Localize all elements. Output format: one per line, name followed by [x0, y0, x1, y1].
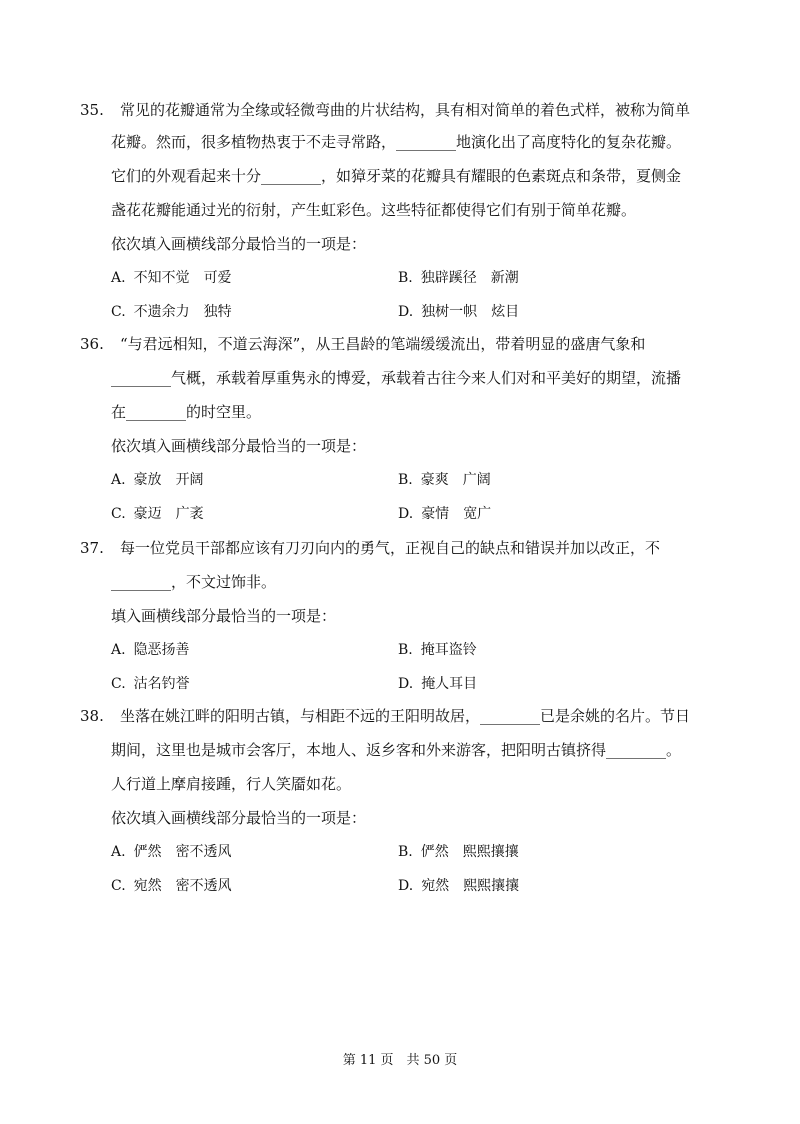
question-line: 花瓣。然而，很多植物热衷于不走寻常路，________地演化出了高度特化的复杂花瓣。 [111, 133, 682, 151]
option-c[interactable]: C. 沽名钓誉 [111, 676, 190, 692]
question-prompt: 依次填入画横线部分最恰当的一项是： [111, 809, 367, 827]
option-d[interactable]: D. 豪情 宽广 [398, 506, 492, 522]
fill-blank: ________ [480, 707, 541, 725]
option-c[interactable]: C. 豪迈 广袤 [111, 506, 204, 522]
option-c[interactable]: C. 宛然 密不透风 [111, 878, 232, 894]
question-number: 36. [80, 335, 104, 353]
option-b[interactable]: B. 掩耳盗铃 [398, 642, 477, 658]
option-a[interactable]: A. 俨然 密不透风 [111, 844, 232, 860]
question-number: 37. [80, 539, 104, 557]
question-line: 37. 每一位党员干部都应该有刀刃向内的勇气，正视自己的缺点和错误并加以改正，不 [80, 539, 661, 557]
fill-blank: ________ [111, 369, 171, 387]
option-c[interactable]: C. 不遗余力 独特 [111, 304, 232, 320]
option-a[interactable]: A. 豪放 开阔 [111, 472, 204, 488]
fill-blank: ________ [606, 741, 667, 759]
option-b[interactable]: B. 豪爽 广阔 [398, 472, 491, 488]
option-d[interactable]: D. 掩人耳目 [398, 676, 478, 692]
option-d[interactable]: D. 独树一帜 炫目 [398, 304, 520, 320]
option-a[interactable]: A. 隐恶扬善 [111, 642, 190, 658]
fill-blank: ________ [126, 403, 187, 421]
question-line: 在________的时空里。 [111, 403, 262, 421]
question-prompt: 依次填入画横线部分最恰当的一项是： [111, 235, 367, 253]
option-a[interactable]: A. 不知不觉 可爱 [111, 270, 232, 286]
fill-blank: ________ [261, 167, 322, 185]
question-prompt: 填入画横线部分最恰当的一项是： [111, 607, 337, 625]
page-number-footer: 第 11 页 共 50 页 [342, 1053, 458, 1068]
fill-blank: ________ [396, 133, 457, 151]
option-d[interactable]: D. 宛然 熙熙攘攘 [398, 878, 520, 894]
question-number: 35. [80, 101, 104, 119]
fill-blank: ________ [111, 573, 171, 591]
option-b[interactable]: B. 俨然 熙熙攘攘 [398, 844, 519, 860]
question-line: 38. 坐落在姚江畔的阳明古镇，与相距不远的王阳明故居，________已是余姚的名片。节日 [80, 707, 691, 725]
option-b[interactable]: B. 独辟蹊径 新潮 [398, 270, 519, 286]
question-number: 38. [80, 707, 104, 725]
question-line: 人行道上摩肩接踵，行人笑靥如花。 [111, 775, 352, 793]
question-prompt: 依次填入画横线部分最恰当的一项是： [111, 437, 367, 455]
question-line: 35. 常见的花瓣通常为全缘或轻微弯曲的片状结构，具有相对简单的着色式样，被称为简单 [80, 101, 691, 119]
question-line: ________气概，承载着厚重隽永的博爱，承载着古往今来人们对和平美好的期望，流播 [111, 369, 682, 387]
question-line: 36. “与君远相知，不道云海深”，从王昌龄的笔端缓缓流出，带着明显的盛唐气象和 [80, 335, 646, 353]
question-line: 它们的外观看起来十分________，如獐牙菜的花瓣具有耀眼的色素斑点和条带，夏侧金 [111, 167, 682, 185]
question-line: 期间，这里也是城市会客厅，本地人、返乡客和外来游客，把阳明古镇挤得________。 [111, 741, 682, 759]
question-line: 盏花花瓣能通过光的衍射，产生虹彩色。这些特征都使得它们有别于简单花瓣。 [111, 201, 637, 219]
question-line: ________，不文过饰非。 [111, 573, 277, 591]
